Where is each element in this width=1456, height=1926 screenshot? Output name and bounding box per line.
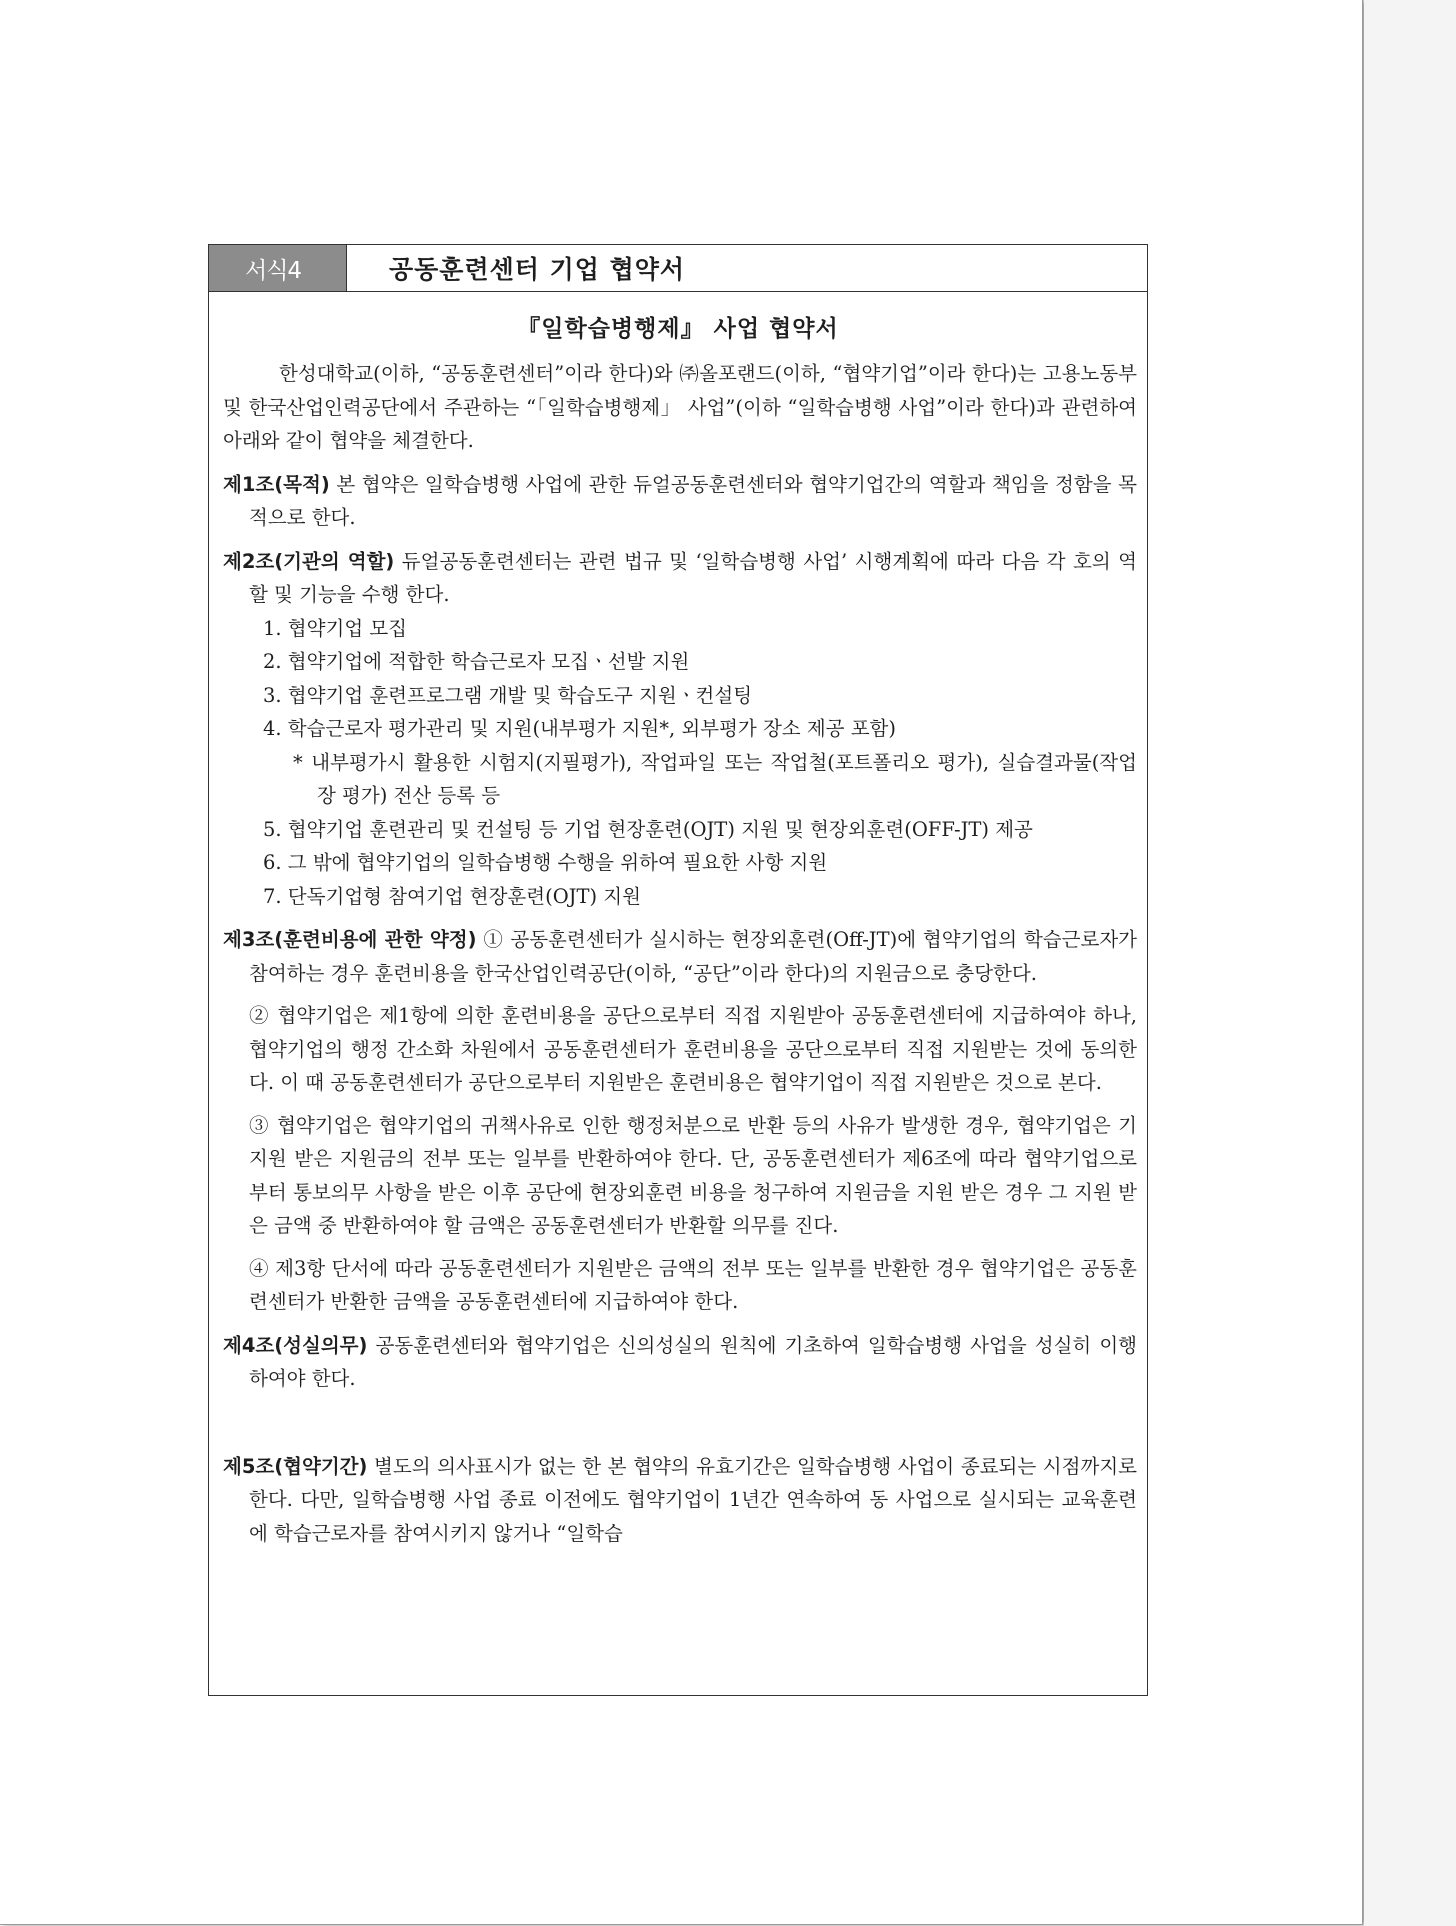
list-item: 6. 그 밖에 협약기업의 일학습병행 수행을 위하여 필요한 사항 지원	[263, 851, 828, 874]
article-5-body: 별도의 의사표시가 없는 한 본 협약의 유효기간은 일학습병행 사업이 종료되는 시점까지로 한다. 다만, 일학습병행 사업 종료 이전에도 협약기업이 1년간 연속하여 동 사업으로 실시되는 교육훈련에 학습근로자를 참여시키지 않거나 “일학습	[249, 1454, 1137, 1545]
list-item: 5. 협약기업 훈련관리 및 컨설팅 등 기업 현장훈련(OJT) 지원 및 현장외훈련(OFF-JT) 제공	[263, 817, 1033, 841]
article-1-body: 본 협약은 일학습병행 사업에 관한 듀얼공동훈련센터와 협약기업간의 역할과 책임을 정함을 목적으로 한다.	[249, 472, 1137, 529]
article-5	[223, 1450, 1137, 1551]
article-4-title: 제4조(성실의무)	[223, 1333, 368, 1357]
article-3-para-3: ③ 협약기업은 협약기업의 귀책사유로 인한 행정처분으로 반환 등의 사유가 발생한 경우, 협약기업은 기지원 받은 지원금의 전부 또는 일부를 반환하여야 한다. 단, 공동훈련센터가 제6조에 따라 협약기업으로부터 통보의무 사항을 받은 이후 공단에 현장외훈련 비용을 청구하여 지원금을 지원 받은 경우 그 지원 받은 금액 중 반환하여야 할 금액은 공동훈련센터가 반환할 의무를 진다.	[249, 1113, 1137, 1237]
article-3-title: 제3조(훈련비용에 관한 약정)	[223, 928, 477, 951]
list-item: 4. 학습근로자 평가관리 및 지원(내부평가 지원*, 외부평가 장소 제공 포함)	[263, 717, 896, 740]
form-tag: 서식4	[209, 245, 346, 291]
article-2-note: * 내부평가시 활용한 시험지(지필평가), 작업파일 또는 작업철(포트폴리오 평가), 실습결과물(작업장 평가) 전산 등록 등	[293, 750, 1137, 807]
list-item: 7. 단독기업형 참여기업 현장훈련(OJT) 지원	[263, 884, 641, 908]
viewer-background	[1364, 0, 1456, 1926]
article-3-para-2: ② 협약기업은 제1항에 의한 훈련비용을 공단으로부터 직접 지원받아 공동훈련센터에 지급하여야 하나, 협약기업의 행정 간소화 차원에서 공동훈련센터가 훈련비용을 공단으로부터 직접 지원받는 것에 동의한다. 이 때 공동훈련센터가 공단으로부터 지원받은 훈련비용은 협약기업이 직접 지원받은 것으로 본다.	[249, 1004, 1137, 1094]
agreement-form	[208, 244, 1148, 1696]
article-2-title: 제2조(기관의 역할)	[223, 549, 395, 573]
article-4	[223, 1329, 1137, 1396]
intro-paragraph: 한성대학교(이하, “공동훈련센터”이라 한다)와 ㈜올포랜드(이하, “협약기업”이라 한다)는 고용노동부 및 한국산업인력공단에서 주관하는 “「일학습병행제」 사업”(이하 “일학습병행 사업”이라 한다)과 관련하여 아래와 같이 협약을 체결한다.	[223, 362, 1137, 452]
list-item: 3. 협약기업 훈련프로그램 개발 및 학습도구 지원ㆍ컨설팅	[263, 683, 753, 707]
article-3-body: ① 공동훈련센터가 실시하는 현장외훈련(Off-JT)에 협약기업의 학습근로자가 참여하는 경우 훈련비용을 한국산업인력공단(이하, “공단”이라 한다)의 지원금으로 충당한다.	[249, 928, 1137, 985]
article-3	[223, 923, 1137, 990]
article-2	[223, 545, 1137, 612]
list-item: 1. 협약기업 모집	[263, 616, 408, 640]
article-1	[223, 468, 1137, 535]
article-4-body: 공동훈련센터와 협약기업은 신의성실의 원칙에 기초하여 일학습병행 사업을 성실히 이행하여야 한다.	[249, 1333, 1137, 1390]
list-item: 2. 협약기업에 적합한 학습근로자 모집ㆍ선발 지원	[263, 650, 690, 673]
article-3-para-4: ④ 제3항 단서에 따라 공동훈련센터가 지원받은 금액의 전부 또는 일부를 반환한 경우 협약기업은 공동훈련센터가 반환한 금액을 공동훈련센터에 지급하여야 한다.	[249, 1256, 1137, 1313]
article-1-title: 제1조(목적)	[223, 472, 330, 496]
document-body	[209, 357, 1147, 1550]
form-header	[209, 245, 1147, 292]
form-heading: 공동훈련센터 기업 협약서	[346, 245, 1147, 291]
document-title: 『일학습병행제』 사업 협약서	[517, 316, 839, 342]
article-5-title: 제5조(협약기간)	[223, 1454, 368, 1478]
article-2-body: 듀얼공동훈련센터는 관련 법규 및 ‘일학습병행 사업’ 시행계획에 따라 다음 각 호의 역할 및 기능을 수행 한다.	[249, 549, 1137, 606]
article-2-list	[223, 612, 1137, 746]
article-2-list-continued	[223, 813, 1137, 914]
